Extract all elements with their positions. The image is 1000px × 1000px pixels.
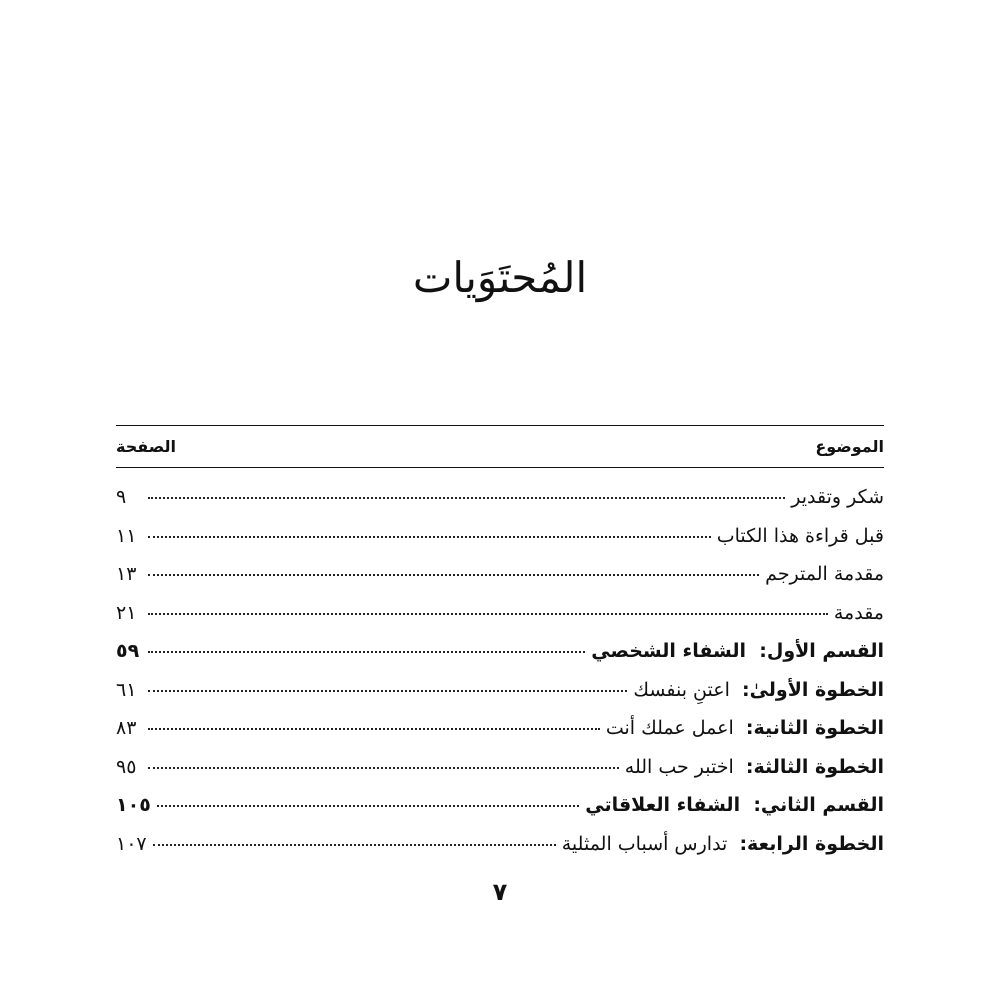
toc-entry-label: الخطوة الرابعة: تدارس أسباب المثلية xyxy=(561,832,884,855)
toc-entry-page: ١٠٧ xyxy=(116,832,147,855)
toc-entry-page: ٩ xyxy=(116,486,127,508)
toc-entry[interactable] xyxy=(116,602,884,641)
page-number: ٧ xyxy=(492,878,508,906)
toc-entry-page: ١٠٥ xyxy=(116,794,151,816)
toc-section-entry[interactable] xyxy=(116,794,884,833)
leader-dots xyxy=(148,727,600,730)
toc-entry[interactable] xyxy=(116,525,884,564)
leader-dots xyxy=(148,496,785,499)
toc-entry-label: شكر وتقدير xyxy=(791,486,884,508)
toc-entry[interactable] xyxy=(116,756,884,795)
leader-dots xyxy=(148,612,828,615)
leader-dots xyxy=(148,535,711,538)
toc-entry-page: ٩٥ xyxy=(116,755,137,778)
header-bottom-rule xyxy=(116,467,884,468)
leader-dots xyxy=(148,650,585,653)
leader-dots xyxy=(148,573,759,576)
toc-entry-page: ٢١ xyxy=(116,601,137,624)
toc-entry-page: ٨٣ xyxy=(116,717,137,739)
toc-entry-label: الخطوة الثالثة: اختبر حب الله xyxy=(624,755,884,778)
toc-entry-label: الخطوة الأولىٰ: اعتنِ بنفسك xyxy=(633,678,884,701)
leader-dots xyxy=(148,689,627,692)
header-top-rule xyxy=(116,425,884,426)
page-title: المُحتَوَيات xyxy=(412,253,588,302)
subject-column-label: الموضوع xyxy=(815,436,884,456)
toc-entry-label: قبل قراءة هذا الكتاب xyxy=(716,524,884,547)
toc-entry-page: ١٣ xyxy=(116,563,137,585)
toc-entry-label: الخطوة الثانية: اعمل عملك أنت xyxy=(605,717,884,739)
leader-dots xyxy=(153,843,556,846)
toc-entry[interactable] xyxy=(116,717,884,756)
toc-entry[interactable] xyxy=(116,833,884,872)
toc-list xyxy=(116,486,884,871)
toc-entry[interactable] xyxy=(116,486,884,525)
toc-entry[interactable] xyxy=(116,563,884,602)
toc-entry-label: مقدمة xyxy=(833,601,884,624)
leader-dots xyxy=(148,766,619,769)
toc-entry-page: ٥٩ xyxy=(116,640,140,662)
toc-header xyxy=(116,431,884,461)
toc-entry-label: القسم الثاني: الشفاء العلاقاتي xyxy=(585,794,884,816)
toc-entry-label: مقدمة المترجم xyxy=(765,563,884,585)
toc-entry-label: القسم الأول: الشفاء الشخصي xyxy=(591,640,884,662)
leader-dots xyxy=(157,804,579,807)
toc-entry[interactable] xyxy=(116,679,884,718)
toc-entry-page: ١١ xyxy=(116,524,137,547)
toc-entry-page: ٦١ xyxy=(116,678,137,701)
page-column-label: الصفحة xyxy=(116,436,177,456)
toc-section-entry[interactable] xyxy=(116,640,884,679)
